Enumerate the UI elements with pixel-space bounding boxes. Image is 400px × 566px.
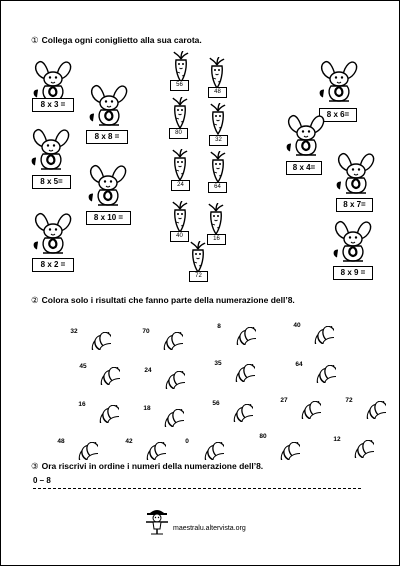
flower-value-56: 56 <box>212 400 220 407</box>
carrot-icon <box>170 201 190 233</box>
flower-value-27: 27 <box>280 397 288 404</box>
flower-value-32: 32 <box>70 328 78 335</box>
exercise-1-instruction: Collega ogni coniglietto alla sua carota. <box>41 35 202 45</box>
bunny-label-8x6: 8 x 6= <box>319 108 357 122</box>
bunny-label-8x3: 8 x 3 = <box>32 98 74 112</box>
flower-value-64: 64 <box>295 361 303 368</box>
bunny-icon <box>317 59 361 105</box>
flower-value-40: 40 <box>293 322 301 329</box>
bunny-label-8x4: 8 x 4= <box>286 161 322 175</box>
answer-start: 0 – 8 <box>33 476 51 485</box>
flower-value-8: 8 <box>217 323 221 330</box>
carrot-value-16: 16 <box>207 234 226 245</box>
exercise-1-title <box>31 35 202 46</box>
exercise-2-instruction: Colora solo i risultati che fanno parte della numerazione dell’8. <box>41 295 295 305</box>
flower-value-0: 0 <box>185 438 189 445</box>
flower-value-35: 35 <box>214 360 222 367</box>
footer-website: maestralu.altervista.org <box>173 525 246 532</box>
bunny-icon <box>331 219 375 265</box>
bunny-icon <box>334 151 378 197</box>
bunny-icon <box>29 127 73 173</box>
bunny-icon <box>86 163 130 209</box>
bunny-icon <box>284 113 328 159</box>
answer-line[interactable] <box>33 488 361 489</box>
exercise-2-title <box>31 295 295 306</box>
flower-value-80: 80 <box>259 433 267 440</box>
carrot-value-40: 40 <box>170 231 189 242</box>
flower-value-12: 12 <box>333 436 341 443</box>
carrot-value-48: 48 <box>208 87 227 98</box>
carrot-value-80: 80 <box>169 128 188 139</box>
exercise-3-number: ③ <box>31 461 39 471</box>
flower-value-70: 70 <box>142 328 150 335</box>
bunny-label-8x9: 8 x 9 = <box>333 266 373 280</box>
flower-value-24: 24 <box>144 367 152 374</box>
carrot-value-56: 56 <box>170 80 189 91</box>
carrot-icon <box>171 51 191 83</box>
bunny-icon <box>87 83 131 129</box>
bunny-label-8x5: 8 x 5= <box>32 175 71 189</box>
carrot-value-72: 72 <box>189 271 208 282</box>
exercise-3-title <box>31 461 263 472</box>
bunny-label-8x8: 8 x 8 = <box>86 130 128 144</box>
flower-value-48: 48 <box>57 438 65 445</box>
bunny-label-8x2: 8 x 2 = <box>32 258 74 272</box>
exercise-3-instruction: Ora riscrivi in ordine i numeri della numerazione dell’8. <box>41 461 264 471</box>
carrot-icon <box>170 97 190 129</box>
carrot-value-64: 64 <box>208 182 227 193</box>
flower-value-42: 42 <box>125 438 133 445</box>
carrot-icon <box>208 103 228 135</box>
flower-value-72: 72 <box>345 397 353 404</box>
bunny-icon <box>31 211 75 257</box>
bunny-label-8x7: 8 x 7= <box>336 198 373 212</box>
exercise-2-number: ② <box>31 295 39 305</box>
scarecrow-mascot-icon <box>144 505 170 535</box>
carrot-value-32: 32 <box>209 135 228 146</box>
flower-value-45: 45 <box>79 363 87 370</box>
flower-icon <box>226 424 300 460</box>
bunny-label-8x10: 8 x 10 = <box>86 211 131 225</box>
carrot-icon <box>208 151 228 183</box>
flower-value-18: 18 <box>143 405 151 412</box>
carrot-icon <box>188 241 208 273</box>
carrot-icon <box>207 57 227 89</box>
carrot-icon <box>170 149 190 181</box>
flower-value-16: 16 <box>78 401 86 408</box>
carrot-icon <box>206 203 226 235</box>
exercise-1-number: ① <box>31 35 39 45</box>
carrot-value-24: 24 <box>171 180 190 191</box>
